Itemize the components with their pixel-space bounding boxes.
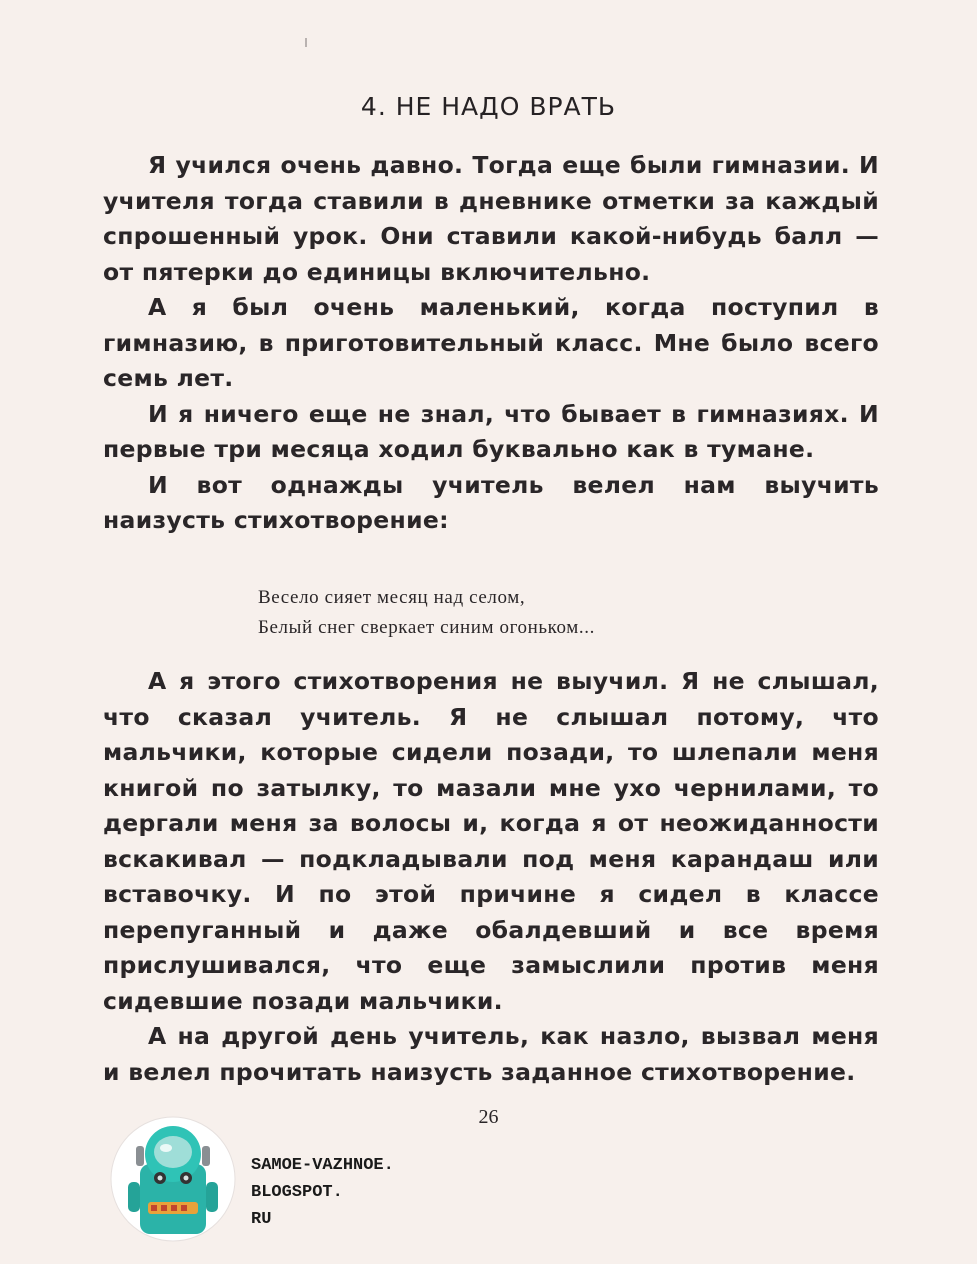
text-block-top [103,148,879,539]
page-number: 26 [478,1106,499,1128]
poem-quote [258,583,595,643]
paragraph: И вот однажды учитель велел нам выучить наизусть стихотворение: [103,470,879,534]
watermark-line: BLOGSPOT. [251,1183,343,1202]
paper-speck [305,38,307,47]
robot-icon [110,1116,236,1242]
chapter-title: 4. НЕ НАДО ВРАТЬ [360,92,617,121]
poem-line: Весело сияет месяц над селом, [258,587,526,608]
paragraph: И я ничего еще не знал, что бывает в гимназиях. И первые три месяца ходил буквально как в тумане. [103,399,879,463]
poem-line: Белый снег сверкает синим огоньком... [258,617,595,638]
paragraph: А на другой день учитель, как назло, вызвал меня и велел прочитать наизусть заданное стихотворение. [103,1022,879,1086]
watermark-line: RU [251,1210,272,1229]
paragraph: Я учился очень давно. Тогда еще были гимназии. И учителя тогда ставили в дневнике отметки за каждый спрошенный урок. Они ставили какой-нибудь балл — от пятерки до единицы включительно. [103,151,879,286]
paragraph: А я этого стихотворения не выучил. Я не слышал, что сказал учитель. Я не слышал потому, что мальчики, которые сидели позади, то шлепали меня книгой по затылку, то мазали мне ухо чернилами, то дергали меня за волосы и, когда я от неожиданности вскакивал — подкладывали под меня карандаш или вставочку. И по этой причине я сидел в классе перепуганный и даже обалдевший и все время прислушивался, что еще замыслили против меня сидевшие позади мальчики. [103,667,879,1015]
watermark-line: SAMOE-VAZHNOE. [251,1156,394,1175]
text-block-bottom [103,664,879,1090]
watermark-text [251,1152,394,1233]
paragraph: А я был очень маленький, когда поступил в гимназию, в приготовительный класс. Мне было всего семь лет. [103,293,879,392]
